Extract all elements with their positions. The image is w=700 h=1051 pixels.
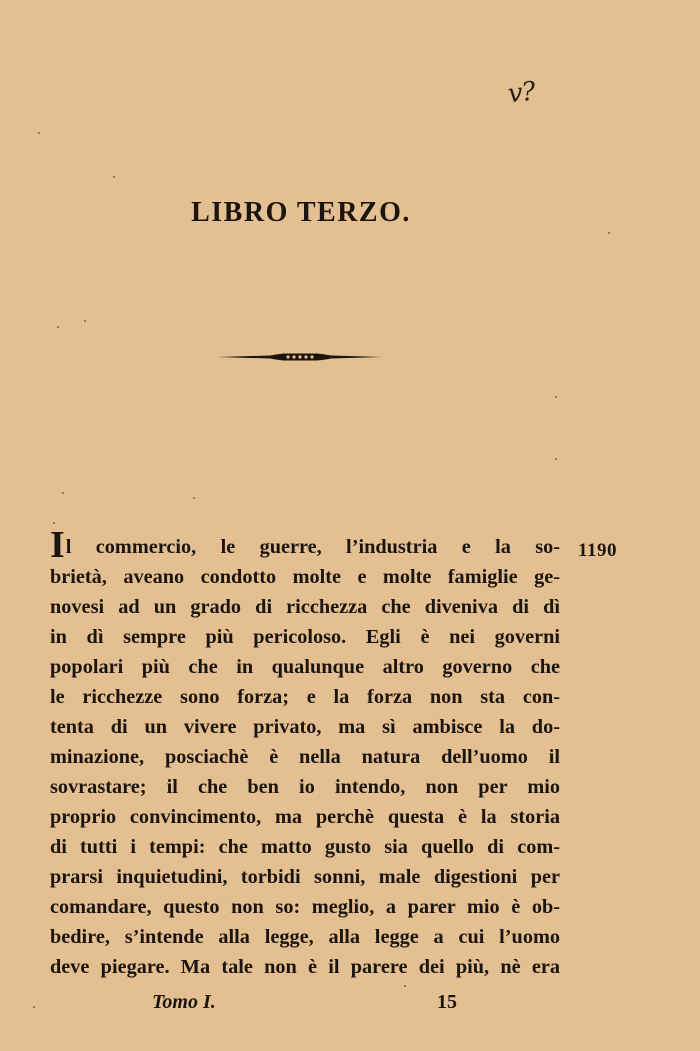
text-line: minazione, posciachè è nella natura dell’uomo il <box>50 746 560 768</box>
first-line-text: l commercio, le guerre, l’industria e la so- <box>65 536 560 558</box>
paper-speck <box>113 176 115 178</box>
text-line: novesi ad un grado di ricchezza che diveniva di dì <box>50 596 560 618</box>
text-line: prarsi inquietudini, torbidi sonni, male digestioni per <box>50 866 560 888</box>
paper-speck <box>57 326 59 328</box>
text-line: di tutti i tempi: che matto gusto sia quello di com- <box>50 836 560 858</box>
dropcap: I <box>50 532 65 562</box>
paper-speck <box>62 492 64 494</box>
text-line: deve piegare. Ma tale non è il parere dei più, nè era <box>50 956 560 978</box>
handwritten-page-number: v? <box>506 76 537 110</box>
text-line: brietà, aveano condotto molte e molte famiglie ge- <box>50 566 560 588</box>
text-line: sovrastare; il che ben io intendo, non per mio <box>50 776 560 798</box>
paper-speck <box>555 396 557 398</box>
text-line: comandare, questo non so: meglio, a parer mio è ob- <box>50 896 560 918</box>
ornament-divider <box>218 348 383 366</box>
paper-speck <box>33 1006 35 1008</box>
footer-signature: 15 <box>437 991 457 1013</box>
text-line: bedire, s’intende alla legge, alla legge a cui l’uomo <box>50 926 560 948</box>
text-line: le ricchezze sono forza; e la forza non sta con- <box>50 686 560 708</box>
paper-speck <box>555 458 557 460</box>
chapter-title: LIBRO TERZO. <box>191 197 411 228</box>
text-line: proprio convincimento, ma perchè questa è la storia <box>50 806 560 828</box>
margin-year-note: 1190 <box>578 540 617 561</box>
text-line: tenta di un vivere privato, ma sì ambisce la do- <box>50 716 560 738</box>
text-line: in dì sempre più pericoloso. Egli è nei governi <box>50 626 560 648</box>
paper-speck <box>84 320 86 322</box>
paper-speck <box>53 522 55 524</box>
paper-speck <box>38 132 40 134</box>
text-line: popolari più che in qualunque altro governo che <box>50 656 560 678</box>
body-text <box>50 532 560 982</box>
footer-volume: Tomo I. <box>152 991 216 1013</box>
paper-speck <box>193 497 195 499</box>
text-line <box>50 532 560 562</box>
paper-speck <box>404 985 406 987</box>
paper-speck <box>608 232 610 234</box>
